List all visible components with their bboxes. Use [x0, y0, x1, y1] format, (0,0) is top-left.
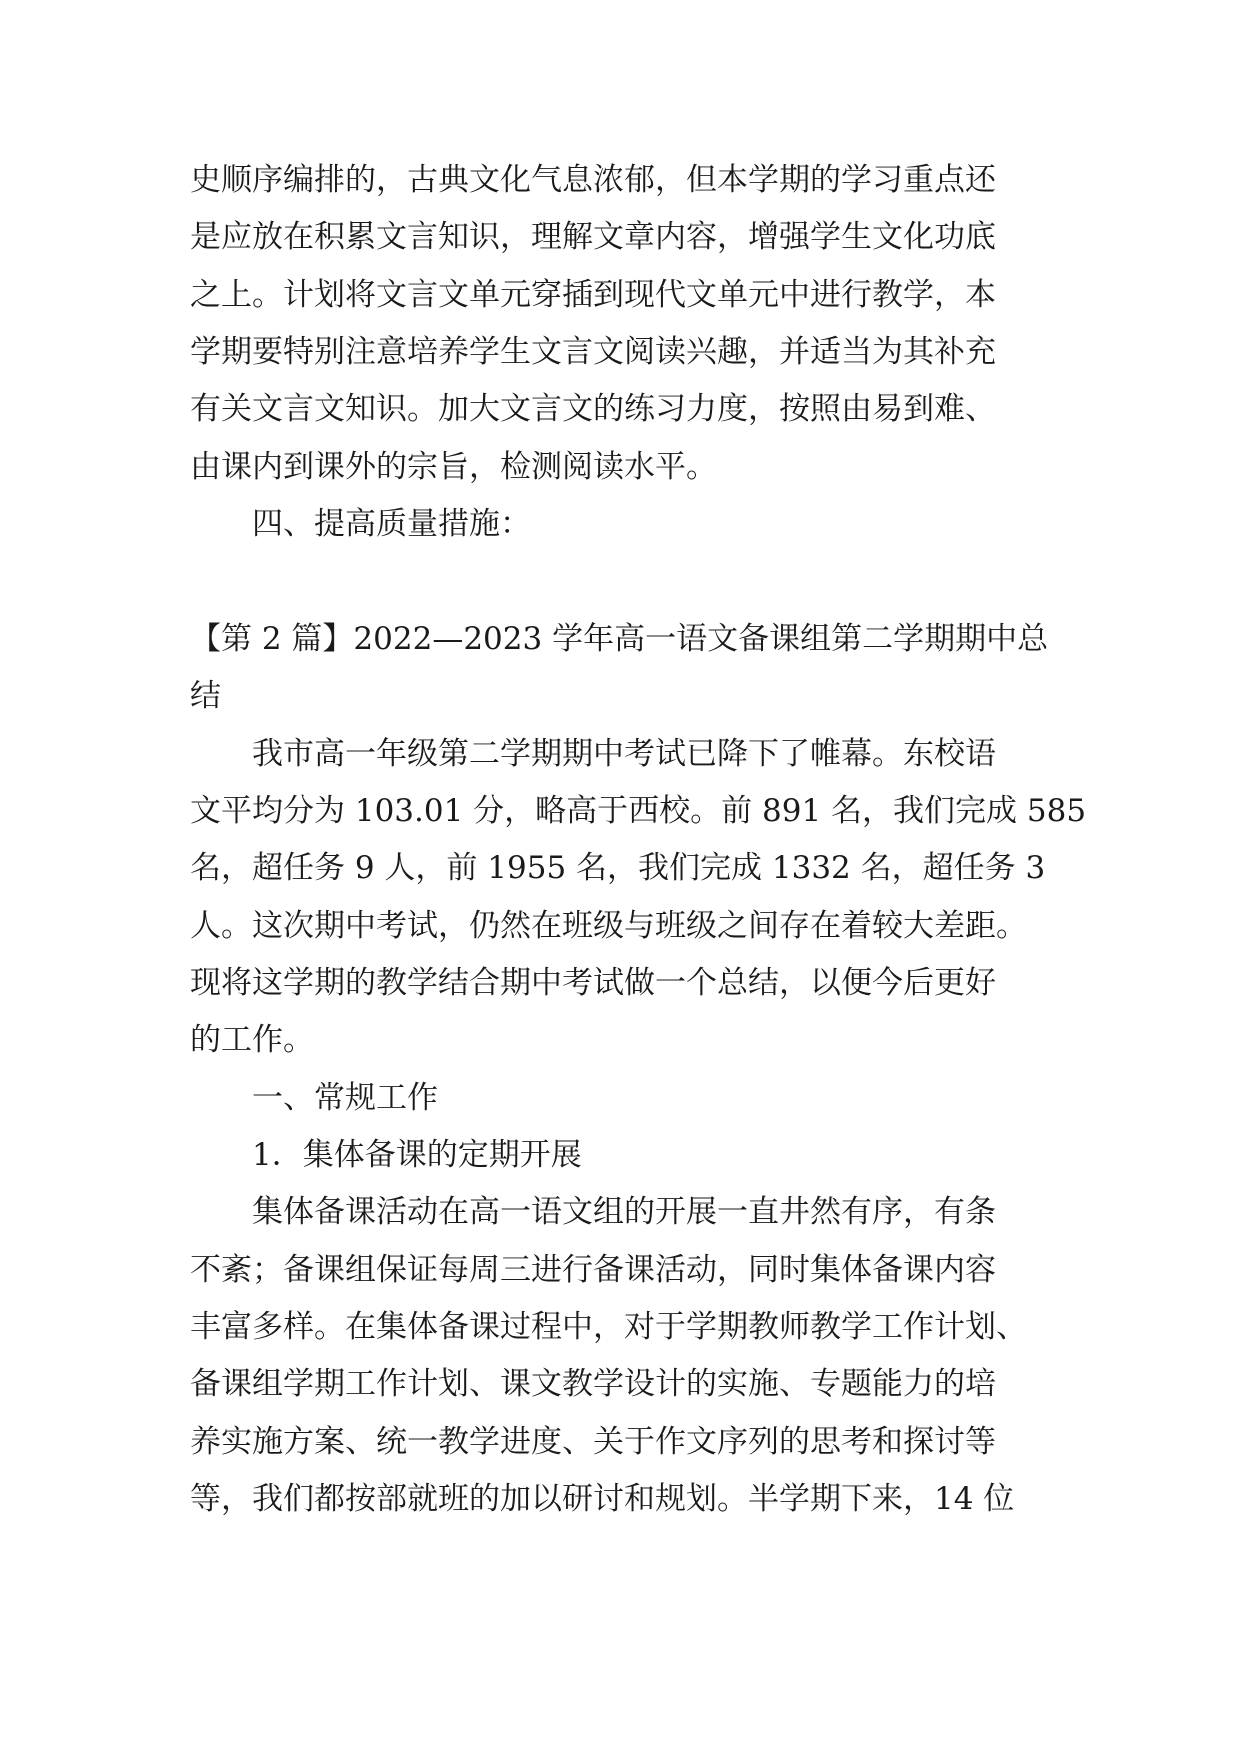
- text-line-14: 现将这学期的教学结合期中考试做一个总结，以便今后更好: [190, 965, 996, 1001]
- text-line-6: 由课内到课外的宗旨，检测阅读水平。: [190, 449, 717, 485]
- text-line-2: 是应放在积累文言知识，理解文章内容，增强学生文化功底: [190, 219, 996, 255]
- text-line-18: 集体备课活动在高一语文组的开展一直井然有序，有条: [252, 1194, 996, 1230]
- text-line-23: 等，我们都按部就班的加以研讨和规划。半学期下来，14 位: [190, 1481, 1015, 1517]
- text-line-22: 养实施方案、统一教学进度、关于作文序列的思考和探讨等: [190, 1424, 996, 1460]
- text-line-21: 备课组学期工作计划、课文教学设计的实施、专题能力的培: [190, 1366, 996, 1402]
- subheading-lesson-prep: 1．集体备课的定期开展: [252, 1137, 582, 1173]
- text-line-15: 的工作。: [190, 1022, 314, 1058]
- text-line-10: 我市高一年级第二学期期中考试已降下了帷幕。东校语: [252, 736, 996, 772]
- section-heading-routine: 一、常规工作: [252, 1080, 438, 1116]
- text-line-4: 学期要特别注意培养学生文言文阅读兴趣，并适当为其补充: [190, 334, 996, 370]
- article-title-line-1: 【第 2 篇】2022—2023 学年高一语文备课组第二学期期中总: [190, 621, 1049, 657]
- text-line-13: 人。这次期中考试，仍然在班级与班级之间存在着较大差距。: [190, 908, 1027, 944]
- text-line-3: 之上。计划将文言文单元穿插到现代文单元中进行教学，本: [190, 277, 996, 313]
- text-line-5: 有关文言文知识。加大文言文的练习力度，按照由易到难、: [190, 391, 996, 427]
- section-heading-measures: 四、提高质量措施：: [252, 506, 531, 542]
- text-line-11: 文平均分为 103.01 分，略高于西校。前 891 名，我们完成 585: [190, 793, 1087, 829]
- text-line-20: 丰富多样。在集体备课过程中，对于学期教师教学工作计划、: [190, 1309, 1027, 1345]
- text-line-1: 史顺序编排的，古典文化气息浓郁，但本学期的学习重点还: [190, 162, 996, 198]
- text-line-12: 名，超任务 9 人，前 1955 名，我们完成 1332 名，超任务 3: [190, 850, 1046, 886]
- text-line-19: 不紊；备课组保证每周三进行备课活动，同时集体备课内容: [190, 1252, 996, 1288]
- article-title-line-2: 结: [190, 678, 221, 714]
